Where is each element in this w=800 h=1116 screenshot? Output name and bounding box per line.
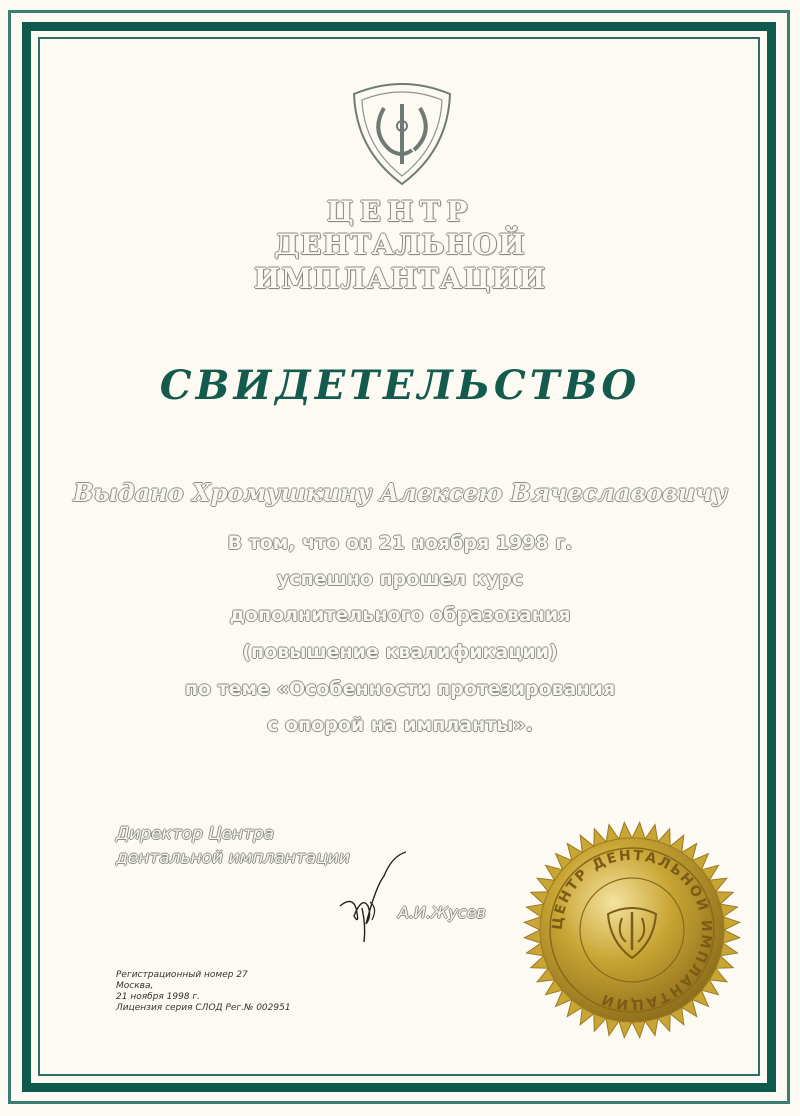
registration-block: [116, 970, 291, 1014]
signature-mark: [332, 846, 412, 946]
body-line-date: В том, что он 21 ноября 1998 г.: [227, 532, 573, 554]
body-line-qualification: (повышение квалификации): [242, 641, 558, 663]
director-title-line1: Директор Центра: [116, 824, 275, 844]
body-line-topic: по теме «Особенности протезирования: [184, 678, 616, 700]
registration-number: Регистрационный номер 27: [116, 970, 248, 980]
body-line-topic-end: с опорой на импланты».: [267, 714, 533, 736]
body-line-education: дополнительного образования: [229, 604, 571, 626]
director-name: А.И.Жусев: [398, 903, 486, 922]
org-name-line3: ИМПЛАНТАЦИИ: [253, 262, 547, 295]
gold-seal-icon: [520, 818, 744, 1042]
director-title: [116, 822, 350, 870]
certificate-title: СВИДЕТЕЛЬСТВО: [159, 362, 641, 409]
body-line-course: успешно прошел курс: [276, 568, 524, 590]
registration-city: Москва,: [116, 981, 154, 991]
seal-text: ЦЕНТР ДЕНТАЛЬНОЙ ИМПЛАНТАЦИИ: [549, 847, 715, 1013]
issued-to-line: Выдано Хромушкину Алексею Вячеславовичу: [73, 478, 727, 507]
registration-date: 21 ноября 1998 г.: [116, 992, 201, 1002]
shield-logo-icon: [346, 80, 458, 190]
org-name-line2: ДЕНТАЛЬНОЙ: [274, 228, 526, 261]
registration-license: Лицензия серия СЛОД Рег.№ 002951: [116, 1003, 291, 1013]
director-title-line2: дентальной имплантации: [116, 848, 350, 868]
org-name-line1: ЦЕНТР: [326, 195, 474, 228]
